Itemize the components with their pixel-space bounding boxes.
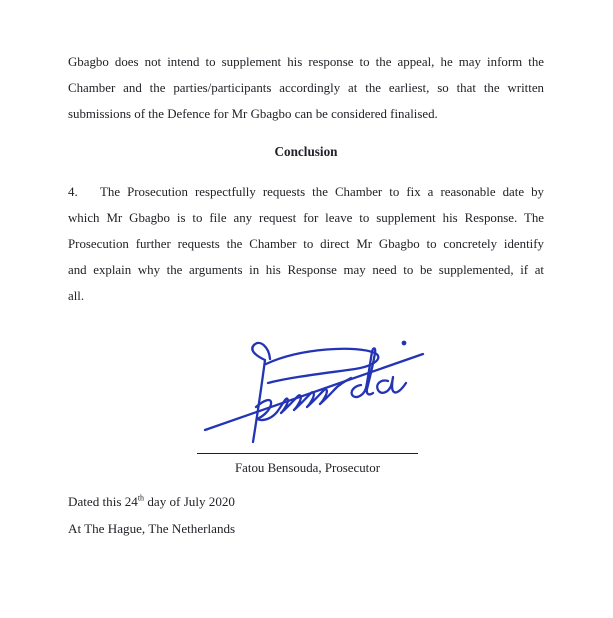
date-line bbox=[68, 491, 235, 513]
signature-line bbox=[197, 453, 418, 454]
body-paragraph bbox=[68, 49, 544, 127]
signatory-name: Fatou Bensouda, Prosecutor bbox=[234, 461, 380, 475]
conclusion-paragraph-line-1 bbox=[68, 179, 544, 205]
conclusion-paragraph bbox=[68, 179, 544, 309]
conclusion-paragraph-line-4: and explain why the arguments in his Response may need to be supplemented, if at bbox=[68, 263, 544, 277]
date-ordinal-superscript: th bbox=[137, 493, 145, 503]
conclusion-paragraph-line-5: all. bbox=[68, 289, 85, 303]
paragraph-number: 4. bbox=[68, 185, 78, 199]
conclusion-heading: Conclusion bbox=[274, 144, 338, 159]
body-paragraph-line-2: Chamber and the parties/participants accordingly at the earliest, so that the written bbox=[68, 81, 544, 95]
body-paragraph-line-3: submissions of the Defence for Mr Gbagbo can be considered finalised. bbox=[68, 107, 438, 121]
conclusion-paragraph-line-3: Prosecution further requests the Chamber to direct Mr Gbagbo to concretely identify bbox=[68, 237, 544, 251]
conclusion-paragraph-line-2: which Mr Gbagbo is to file any request for leave to supplement his Response. The bbox=[68, 211, 544, 225]
date-line-suffix: day of July 2020 bbox=[144, 494, 235, 509]
place-line: At The Hague, The Netherlands bbox=[68, 521, 236, 536]
conclusion-paragraph-line-1-text: The Prosecution respectfully requests the Chamber to fix a reasonable date by bbox=[100, 185, 544, 199]
body-paragraph-line-1: Gbagbo does not intend to supplement his response to the appeal, he may inform the bbox=[68, 55, 544, 69]
bensouda-signature-icon bbox=[175, 333, 425, 448]
date-line-prefix: Dated this 24 bbox=[68, 494, 138, 509]
